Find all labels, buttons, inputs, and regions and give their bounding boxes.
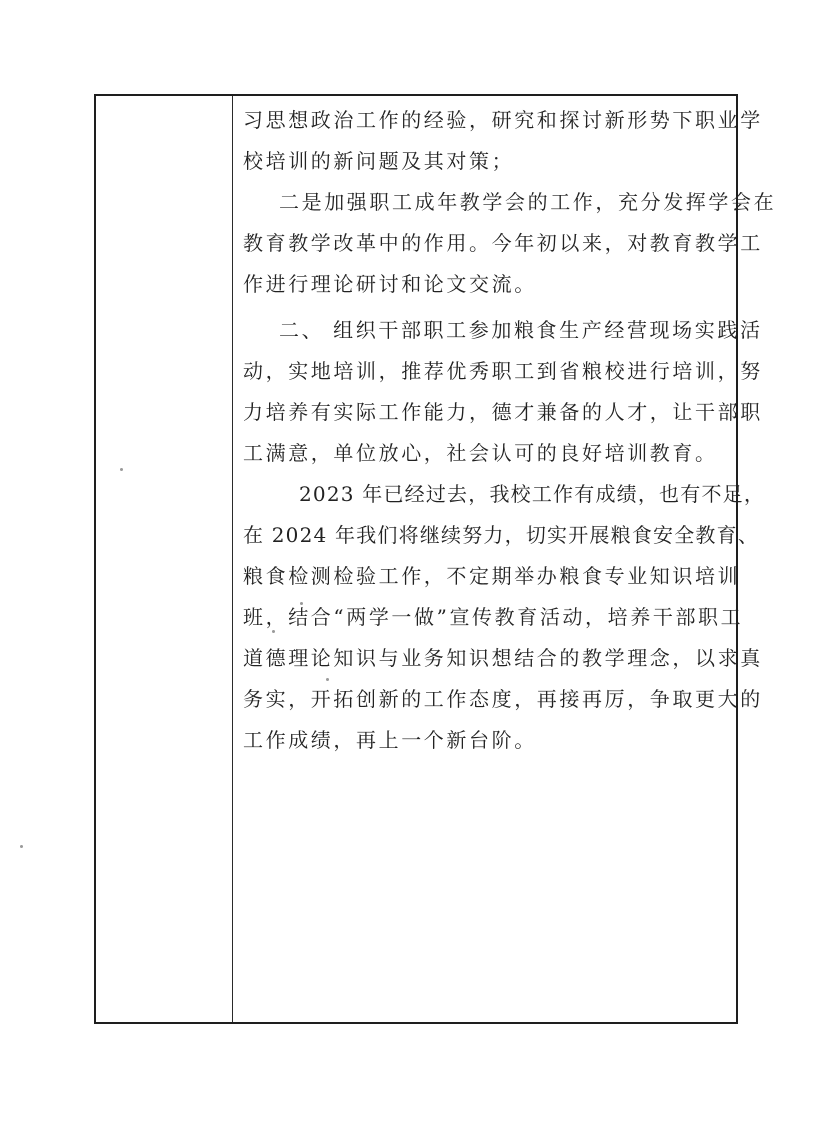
text-line: 动，实地培训，推荐优秀职工到省粮校进行培训，努: [243, 359, 763, 383]
label-cell: [96, 96, 233, 1022]
text-line: 习思想政治工作的经验，研究和探讨新形势下职业学: [243, 108, 763, 132]
form-table: [94, 94, 777, 1024]
content-cell: [233, 96, 777, 1022]
text-line: 2023 年已经过去，我校工作有成绩，也有不足，: [299, 482, 766, 506]
text-line: 工作成绩，再上一个新台阶。: [243, 728, 537, 752]
text-line: 粮食检测检验工作，不定期举办粮食专业知识培训: [243, 564, 741, 588]
text-line: 班，结合“两学一做”宣传教育活动，培养干部职工: [243, 605, 744, 629]
text-line: 务实，开拓创新的工作态度，再接再厉，争取更大的: [243, 687, 763, 711]
text-line: 校培训的新问题及其对策；: [243, 149, 515, 173]
text-line: 道德理论知识与业务知识想结合的教学理念，以求真: [243, 646, 763, 670]
text-line: 二是加强职工成年教学会的工作，充分发挥学会在: [279, 190, 777, 214]
text-line: 作进行理论研讨和论文交流。: [243, 272, 537, 296]
text-line: 工满意，单位放心，社会认可的良好培训教育。: [243, 441, 718, 465]
text-line: 在 2024 年我们将继续努力，切实开展粮食安全教育、: [243, 523, 760, 547]
scan-speck: [20, 845, 23, 848]
text-line: 力培养有实际工作能力，德才兼备的人才，让干部职: [243, 400, 763, 424]
text-line: 教育教学改革中的作用。今年初以来，对教育教学工: [243, 231, 763, 255]
text-line: 二、 组织干部职工参加粮食生产经营现场实践活: [279, 318, 763, 342]
